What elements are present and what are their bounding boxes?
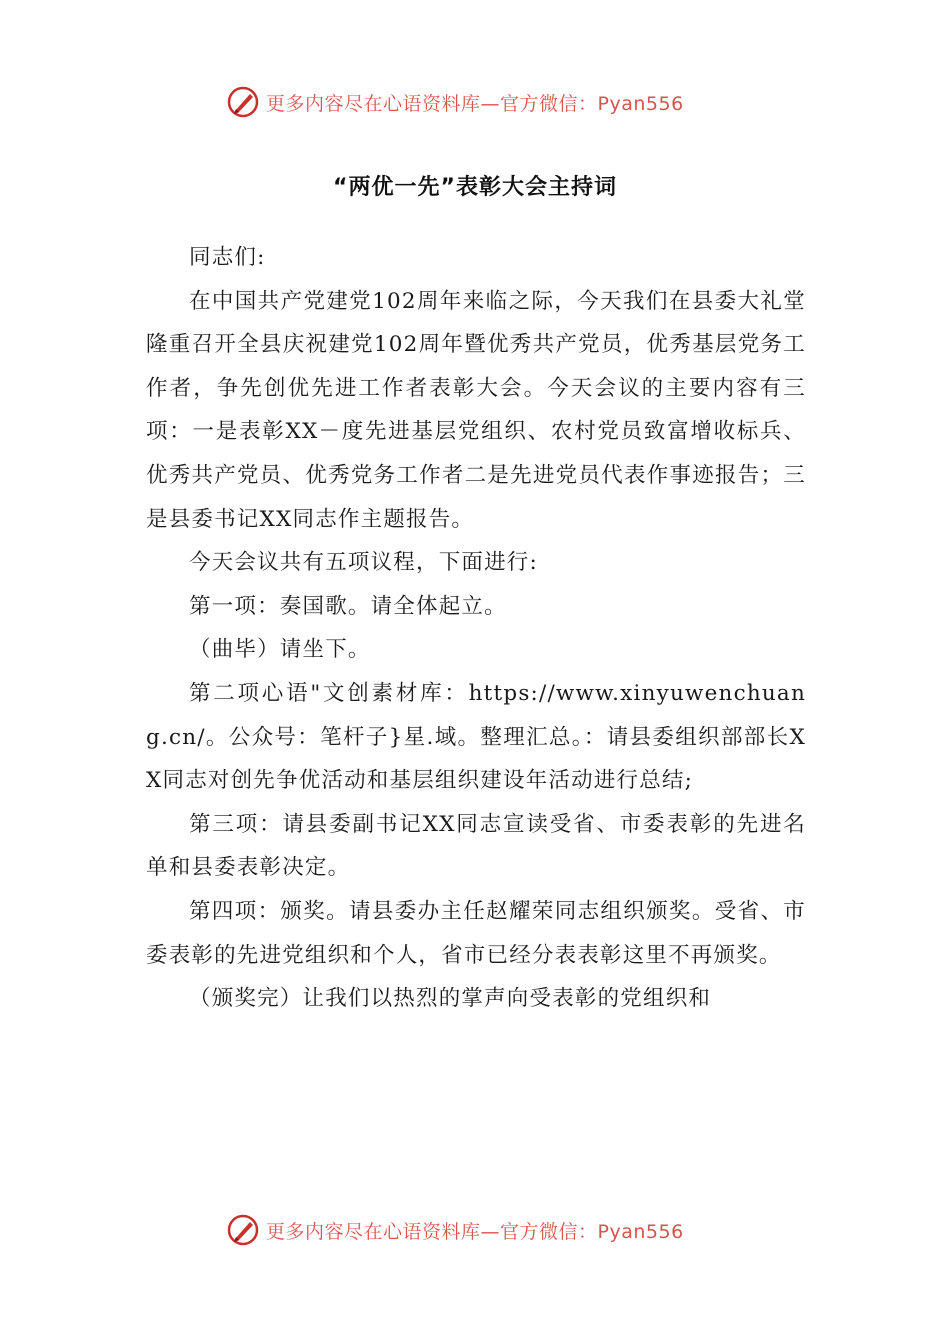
intro-paragraph: 在中国共产党建党102周年来临之际，今天我们在县委大礼堂隆重召开全县庆祝建党102周年暨优秀共产党员，优秀基层党务工作者，争先创优先进工作者表彰大会。今天会议的主要内容有三项：一是表彰XX－度先进基层党组织、农村党员致富增收标兵、优秀共产党员、优秀党务工作者二是先进党员代表作事迹报告；三是县委书记XX同志作主题报告。: [146, 288, 806, 532]
pen-logo-icon: [226, 85, 260, 119]
watermark-text: 更多内容尽在心语资料库—官方微信：Pyan556: [266, 1220, 684, 1243]
agenda-item-1-followup: （曲毕）请坐下。: [189, 637, 371, 663]
watermark-banner-bottom: [226, 1212, 746, 1248]
document-body: [146, 236, 806, 1021]
salutation: 同志们:: [189, 245, 266, 270]
award-closing: （颁奖完）让我们以热烈的掌声向受表彰的党组织和: [189, 986, 712, 1012]
agenda-item-3: 第三项：请县委副书记XX同志宣读受省、市委表彰的先进名单和县委表彰决定。: [146, 811, 806, 881]
agenda-intro: 今天会议共有五项议程，下面进行:: [189, 550, 538, 576]
agenda-item-1: 第一项：奏国歌。请全体起立。: [189, 593, 507, 619]
agenda-item-4: 第四项：颁奖。请县委办主任赵耀荣同志组织颁奖。受省、市委表彰的先进党组织和个人，省市已经分表表彰这里不再颁奖。: [146, 898, 806, 968]
agenda-item-2: 第二项心语"文创素材库：https://www.xinyuwenchuang.cn/。公众号：笔杆子}星.域。整理汇总。：请县委组织部部长XX同志对创先争优活动和基层组织建设年活动进行总结;: [146, 680, 806, 794]
watermark-text: 更多内容尽在心语资料库—官方微信：Pyan556: [266, 92, 684, 115]
document-title: “两优一先”表彰大会主持词: [333, 175, 617, 200]
pen-logo-icon: [226, 1213, 260, 1247]
watermark-banner-top: [226, 84, 746, 120]
